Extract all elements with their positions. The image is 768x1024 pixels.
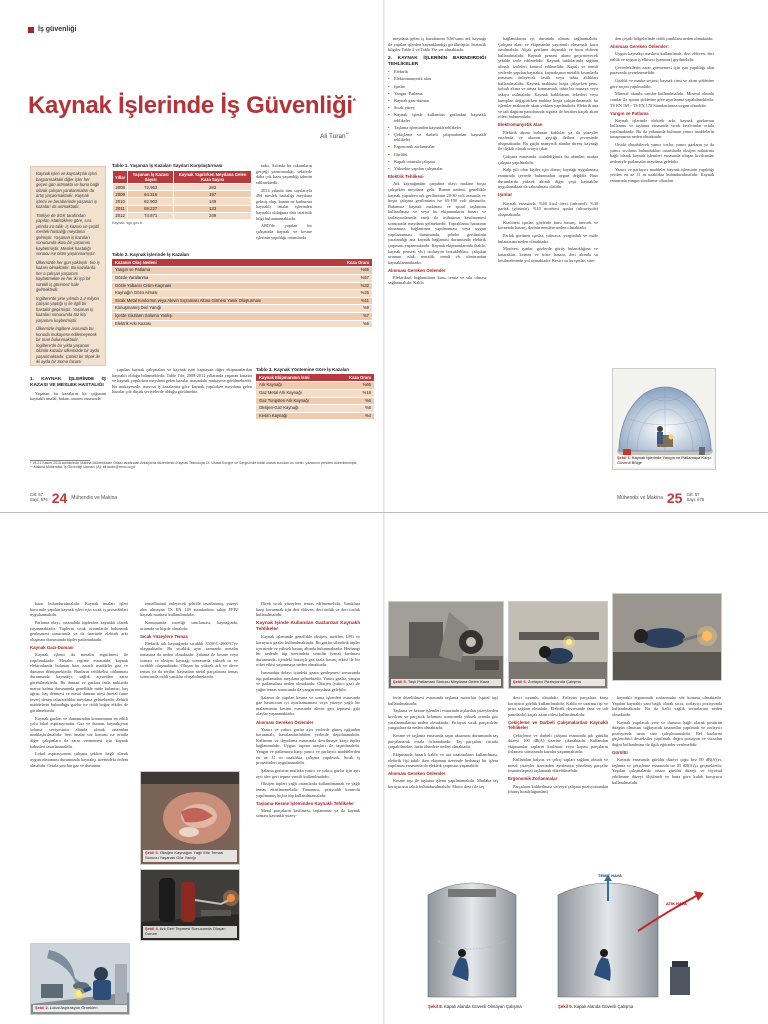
col4-p4: Kalp pili olan kişiler için direnç kaynağı uygulaması esnasında çevrede bulunmaları uygun değildir. Bazı durumlarda yüksek akımlı diğer çeşit kaynaklar uygulamaktan da sakınılması olabilir xyxy=(498,167,598,190)
col5-paragraph-1: Çevredekilerin zarar görmemesi için ışın yapıldığı alan paravanla çevrelenmelidir. xyxy=(610,64,714,76)
table1-cell: 72.963 xyxy=(128,184,174,191)
table1-cell: 2011 xyxy=(113,205,128,212)
b1-paragraphs xyxy=(30,601,128,642)
col5-paragraph-0: Uygun kaynakçı maskesi kullanılmalı, deri eldiven, deri önlük ve uygun iş elbisesi (yanmaz) giyilmelidir. xyxy=(610,51,714,62)
table1-cell: 69.227 xyxy=(128,205,174,212)
col4-p2: Elektrik akımı bulunan kablolar ya da yüzeyler etrafında ve akımın geçtiği iletken çevresinde oluşmaktadır. Bu güçlü manyetik alanlar direnç kaynağı ile ilişkili olarak ortaya çıkar. xyxy=(498,129,598,152)
table2-cell: %11 xyxy=(332,297,372,305)
table1-row xyxy=(113,212,252,219)
section-label-text: İş güvenliği xyxy=(38,26,77,33)
hazard-item: • Ergonomik zorlanmalar xyxy=(388,144,486,150)
footer-right-magazine: Mühendis ve Makina xyxy=(617,495,663,501)
bottom-column-6 xyxy=(612,695,722,865)
article-title-text: Kaynak İşlerinde İş Güvenliği xyxy=(28,92,353,119)
table2-caption: Tablo 2. Kaynak İşlerinde İş Kazaları xyxy=(112,252,190,257)
figure1-caption-text: Kaynak İşlerinde Yangın ve Patlamaya Karşı Güvenli Bölge xyxy=(617,455,711,466)
footnote-item: * 19-21 Kasım 2015 tarihlerinde Makina Mühendisleri Odası tarafından Antalya'da düzenlenen Kaynak Teknolojisi IX. Ulusal Kongre ve Sergisi'nde bildiri olarak sunulan bu metin, yazarının yeniden düzenlenmiştir. xyxy=(30,461,358,465)
table3-cell: Gaz Metal Ark Kaynağı xyxy=(256,390,334,398)
footer-right-vol: Cilt: 57 xyxy=(686,492,700,498)
figure6-caption-text: Zorlayıcı Pozisyonda Çalışma xyxy=(527,679,581,685)
figure1-safe-zone xyxy=(612,368,716,470)
table2-row xyxy=(112,312,372,320)
footnotes xyxy=(30,460,375,470)
subheading-rays: Işınlar xyxy=(498,192,513,198)
figure-8-9-confined-space xyxy=(408,871,722,1011)
table3-row xyxy=(256,390,374,398)
table1-source: Kaynak: sgk.gov.tr xyxy=(112,221,143,226)
figure6-caption-number: Şekil 6. xyxy=(513,679,527,685)
column-2-lower xyxy=(112,367,252,445)
figure3-burn xyxy=(140,771,240,865)
col4-p6: Kızılötesi ışınlar, gözlerde kuru basınç, mercek ve korneada basınç, derinin nemlere neden olmaktadır. xyxy=(498,219,598,231)
page-gutter xyxy=(383,0,385,512)
figure5-caption xyxy=(391,679,501,686)
abstract-paragraph-2: Ülkemizde her gün yaklaşık -tiro iş kazası olmaktadır. Bu kazalarda her a çalışan yaşamını kaybetmekte ve her iki işçi bir sürekli iş göremez hale gelmektedir. xyxy=(36,259,100,292)
bottom-column-1 xyxy=(30,601,128,946)
hazard-item: • Kaynak gazı-duması xyxy=(388,98,486,104)
b1-paragraphs-2 xyxy=(30,652,128,768)
table2-cell: Elektrik Arkı Kazası xyxy=(112,320,332,328)
footer-right-issue: Sayı: 676 xyxy=(686,497,705,502)
b1-fume-paragraph-1: Kaynak gazları ve dumanından korunmanın en etkili yolu lokal aspirasyondur. Gaz ve duman, kaynakçının soluma seviyesinin altında olmak ortamdan uzaklaştırılmalıdır. Seri imalat söz konusu ise ortalla diğer çalışanlara da zarar vermemesi için kaynak kabinleri tasarlanmalıdır. xyxy=(30,715,128,749)
table1-cell: 2009 xyxy=(113,191,128,198)
b6-p3: Kaynak esnasında gürültü düzeyi çoğu kez 80 dB(A)'yı, taşlama ve çekiçleme esnasında ise 85 dB(A)'yı geçmektedir. Yapılan çalışmalarda ortam gürültü düzeyi ve biyotsal etkilenme düzeyi ölçülmeli ve buna göre kulak koruyucu kullanılmalıdır. xyxy=(612,757,722,785)
b5-intro: devri uyumlu olmalıdır. Fırlayan parçalara karşı koruyucu gözlük kullanılmalıdır. Kablo ve uzatma fişi ve prizi sağlam olmalıdır. Elektrik devresinde (ana ve tali panolarda) kaçak akım rölesi kullanılmalıdır. xyxy=(508,695,608,717)
author-name: Ali Turan xyxy=(320,133,346,141)
figure5-disc-burst xyxy=(388,601,504,689)
b4-paragraph-2: Kesme ve taşlama esnasında taşın uksaması durumunda taş parçalanarak ortala fırlamaktadır. Taş parçaları vücuda çarpabilmekte, hatta ölümlere neden olmaktadır. xyxy=(388,732,498,750)
table1-block xyxy=(112,163,252,225)
figure7-illustration xyxy=(613,594,722,681)
table3-cell: %5 xyxy=(334,405,374,413)
column-2-upper xyxy=(256,163,312,253)
table2-cell: %25 xyxy=(332,290,372,298)
b3-paragraphs xyxy=(256,634,360,717)
table1-cell: 2012 xyxy=(113,212,128,219)
article-title xyxy=(28,92,356,120)
table1-row xyxy=(113,191,252,198)
col5-paragraphs xyxy=(610,51,714,108)
table1-cell: 197 xyxy=(174,191,252,198)
table3-cell: %18 xyxy=(334,390,374,398)
figure-8-9-illustration xyxy=(408,871,722,1011)
figure4-flashback xyxy=(140,869,240,941)
figure6-illustration xyxy=(509,602,608,689)
table2-cell: %9 xyxy=(332,305,372,313)
table1-cell: 2010 xyxy=(113,198,128,205)
hazard-item: • Çekiçleme ve darbeli çalışmalardan kaynaklı tehlikeler xyxy=(388,132,486,143)
figure4-caption-number: Şekil 4. xyxy=(145,926,159,932)
abstract-box xyxy=(30,166,106,366)
footnote-list xyxy=(30,461,375,470)
footer-left-vol: Cilt: 57 xyxy=(30,492,44,498)
figure7-grinding-posture xyxy=(612,593,722,681)
table1-body xyxy=(113,184,252,220)
b3-paragraphs-2 xyxy=(256,727,360,799)
subheading-hot-surface: Sıcak Yüzeylere Temas xyxy=(140,633,188,639)
hazard-item: • Kaynak işinde kullanılan gazlardan kaynaklı tehlikeler xyxy=(388,112,486,123)
col3-intro: meydana gelen iş kazalarının %66'sının ark kaynağı ile yapılan işlerden kaynaklandığı görülmüştür. İstatistik bilgiler Tablo 2 ve Tablo 3'te yer almaktadır. xyxy=(388,36,486,53)
b3-precaution-paragraph-2: Oksijen tüpleri yağlı ortamlarda kullanılmamalı ve yağlı temas ettirilmemelidir. Tamamısı, periyodik kontrolü yapılmamış hiçbir tüp kullanılmamalıdır. xyxy=(256,781,360,798)
footer-left-volume xyxy=(30,493,48,502)
table1-row xyxy=(113,205,252,212)
table1-cell: 149 xyxy=(174,198,252,205)
table2-row xyxy=(112,297,372,305)
table1-cell: 283 xyxy=(174,184,252,191)
subheading-precautions-rays: Alınması Gereken Önlemler: xyxy=(610,44,669,50)
figure5-caption-text: Taşlı Patlaması Sonucu Meydana Gelen Kaza xyxy=(407,679,490,685)
b2-paragraph: Elektrik ark kaynağında sıcaklık 3500°C-4000°C'ye ulaşmaktadır. Bu sıcaklık aynı zamanda metalin temasına da neden olmaktadır. Şalama ile kesme veya sonrası ve oksijen kaynağı sonrasında yüksek ısı ve sıcaklık oluşmaktadır. Oluşan bu yüksek ark ve aleve temas ya da sertlin, kaynattan metal parçalarına temas sonucunda ciddi yanıklar oluşabilmektedir. xyxy=(140,640,238,680)
b6-p1: kaynaklı ergonomik zorlanmalar söz konusu olmaktadır. Yapılan kaynaklı yani bağlı olarak sıcat, zorlayıcı pozisyonda kullanılmaktadır. Bu da fiziki sağlık sorunlarına neden olmaktadır. xyxy=(612,695,722,717)
b2-paragraph-1: Konumunda inceliği sınırlaması, kaynağında, ortamda ve kişide olmalıdır. xyxy=(140,619,238,631)
table2-row xyxy=(112,320,372,328)
table3-cell: Oksijen-Gaz Kaynağı xyxy=(256,405,334,413)
table2-row xyxy=(112,282,372,290)
bottom-column-2 xyxy=(140,601,238,771)
table3-row xyxy=(256,405,374,413)
b3-precaution-paragraph-1: Şalama gerisine mutlaka yanıcı ve yakıcı gazlar için ayrı ayrı alev geri tepme ventili kullanılmalıdır. xyxy=(256,768,360,779)
figure9-exhaust-label: ATIK HAVA xyxy=(666,901,687,906)
b1-paragraph-1: Parlama olayı, ortamdaki tüplerden kaynaklı olarak yaşanmaktadır. Tüplerin sıcak ortamlarda bulunarak genleşmesi sonucunda ya da üzerinde elektrik arkı oluşması durumunda tüpler patlamaktadır. xyxy=(30,619,128,642)
table2-cell: Yangın ve Patlama xyxy=(112,267,332,275)
table3-block xyxy=(256,367,374,420)
col2-lower-paragraph: yapılan kaynak çalışmaları ve kaynak işini kapsayan diğer ekipmanlardan kaynaklı olduğu bilinmektedir. Table 1'de, 2008-2012 yıllarında yaşanan kazalar ve kaynak yapılırken meydana gelen kazalar arasındaki mukayese görülmektedir. Bu mukayesede, mevcut iş kazalarına göre kaynak yapılırken meydana gelen kazalar çok düşük seviyelerde olduğu görülmekte. xyxy=(112,367,252,395)
table3-cell: Ark Kaynağı xyxy=(256,382,334,390)
table3-cell: Gaz Tungsten Ark Kaynağı xyxy=(256,397,334,405)
b1-fume-paragraph-2: Lokal aspirasyonun çalışma şekline bağlı olarak uygun olmaması durumunda kaynakçı üzerindeki önlem almalıdır. Ortala yayılan gaz ve dumanın xyxy=(30,751,128,768)
col4-p3: Çalışma esnasında «tahdidiğimiz bu alandan uzakta çalışma yapılmalıdır. xyxy=(498,154,598,165)
b1-paragraph-0: bazır bulundurulmalıdır. Kaynak imalatı işleri haricinde yapılan kaynak işleri için sıcak iş prosedürleri uygulanmalıdır. xyxy=(30,601,128,618)
figure2-caption-text: Lokal Aspirasyon Örnekleri xyxy=(49,1005,98,1011)
figure9-clean-air-label: TEMİZ HAVA xyxy=(598,873,622,878)
figure8-caption xyxy=(428,1004,522,1009)
table1-header-0: Yıllar xyxy=(113,171,128,184)
b4-paragraphs xyxy=(388,695,498,769)
table2-cell: %32 xyxy=(332,282,372,290)
table2-cell: Gözde Yaralanma xyxy=(112,275,332,283)
table2-cell: Sıcak Metal Kıvılcımın veya Alevin Sıçraması Altına Girmesi Yanık Oluşturması xyxy=(112,297,332,305)
table1-caption: Tablo 1. Yaşanan İş Kazaları Sayıları Karşılaştırması xyxy=(112,163,223,168)
heading-gases: Kaynak İşinde Kullanılan Gazlardan Kaynaklı Tehlikeler xyxy=(256,620,360,632)
figure4-caption-text: Ark Geri Tepmesi Sonucunda Oluşan Durum xyxy=(145,926,226,937)
b4-paragraph-1: Taşlama ve kesme işlemleri esnasında açılardan yüzeylerden kıvılcım ve parçacık fırlaması sonucunda yüksek oranda göz yaralanmalarına neden olmaktadır. Fırlayan sıcak parçacıklar yangınlara da neden olmaktadır. xyxy=(388,708,498,731)
table2-cell: %57 xyxy=(332,275,372,283)
table2-cell: Kaynağın Gözü Alması xyxy=(112,290,332,298)
page-gutter-2 xyxy=(383,513,385,1024)
table2-header-0: Kazanın Oluş Nedeni xyxy=(112,259,332,267)
table2-cell: İçerde Gazların Soluma Yanlışı xyxy=(112,312,332,320)
b5-final: Parçaların kaldırılması ve/veya çalışma pozisyonundan (duruş bozukluğundan) xyxy=(508,783,608,795)
author-line xyxy=(320,131,349,140)
table1-cell: 2008 xyxy=(113,184,128,191)
table1-cell: 62.903 xyxy=(128,198,174,205)
column-3-right xyxy=(388,36,486,486)
figure6-caption xyxy=(511,679,605,686)
col5-fire-paragraph-0: Kaynak işlerinde elektrik arkı, kaynak gazlarının kullanımı ve taşlama esnasında sıcak kıvılcımlar ortala yayılmaktadır. Bu da yakınında bulunan yanıcı maddelerin tutuşmasına neden olmaktadır. xyxy=(610,117,714,140)
heading-hammering: Çekiçleme ve Darbeli Çalışmalardan Kaynaklı Tehlikeler xyxy=(508,719,608,731)
b3-intro: Direk sıcak yüzeylere temas edilmemelidir. Yanıklara karşı korunmak için deri eldiven, deri önlük ve deri tozluk kullanılmalıdır. xyxy=(256,601,360,618)
b4-final: Kesme taşı ile taşlama işlemi yapılmamalıdır. Mutlaka taş koruyucusu takılı bulundurulmalıdır. Motor devri ile taş xyxy=(388,778,498,789)
table1-header-1: Yaşanan İş Kazası Sayısı xyxy=(128,171,174,184)
abstract-paragraph-0: Kaynak işleri ve kaynakçılık işleri başparmaktaki diğer işler her geçen gün artmakta ve buna bağlı olarak çalışan yaralanmaları da artış yaşanmaktadır. Kaynak işlemi ve beraberinde yaşanan iş kazaları da artmaktadır. xyxy=(36,171,100,209)
table1-header-row xyxy=(113,171,252,184)
subheading-gas-precautions: Alınması Gereken Önlemler xyxy=(256,719,314,725)
col3-precaution-paragraph: Elektriksel bağlantıların kuru, temiz ve sıkı olması sağlanmalıdır. Kablo xyxy=(388,274,486,286)
col5-paragraphs-2 xyxy=(610,118,714,184)
table2-cell: Konuşmamış Deri Yanığı xyxy=(112,305,332,313)
table3-row xyxy=(256,382,374,390)
col5-fire-paragraph-2: Yanıcı ve parlayıcı maddeler kaynak işleminin yapıldığı yerden en az 11 m uzaklıkta bulundurulmalıdır. Kaynak esnasında yangın söndürme cihazları xyxy=(610,166,714,183)
hazard-item: • Yüksekte yapılan çalışmalar xyxy=(388,166,486,172)
table2-row xyxy=(112,290,372,298)
hazard-item: • Işınlar xyxy=(388,84,486,90)
figure9-caption xyxy=(558,1004,633,1009)
hazard-item: • Elektromanyetik alan xyxy=(388,76,486,82)
table2-body xyxy=(112,267,372,328)
col4-p7: Parlak görünen ışınlar, yalnızca, yorgunluk ve mide bulantısına neden olmaktadır. xyxy=(498,232,598,244)
col5-intro: den çeşitli bölgelerinde ciddi yanıklara neden olmaktadır. xyxy=(615,36,714,41)
figure2-local-exhaust xyxy=(30,943,130,1015)
b3-paragraph-2: Şalama ile yapılan kesme ve sonra işlemleri esnasında gaz basıncının iyi ayarlanmaması veya yüzeye yağlı bir malzemenin kesimi esnasında alevin geri tepmesi gibi olaylar yaşanmaktadır. xyxy=(256,694,360,717)
bottom-column-3 xyxy=(256,601,360,1021)
spread-pages-26-27 xyxy=(0,512,768,1024)
figure3-caption-number: Şekil 3. xyxy=(145,850,159,856)
subheading-grinding-precautions: Alınması Gereken Önlemler xyxy=(388,771,446,777)
table1 xyxy=(112,170,252,220)
col5-fire-paragraph-1: Ortala oluşabilecek yanıcı tozlar, yanıcı gazların ya da yanıcı sıvıların bulundukları ortamlarda oksijen miktarına bağlı olarak kaynak işlemleri esnasında oluşan kıvılcımlar nedeniyle patlamalar meydana gelebilir. xyxy=(610,142,714,165)
table2-header-1: Kaza Oranı xyxy=(332,259,372,267)
subheading-precautions: Alınması Gereken Önlemler xyxy=(388,267,446,273)
footer-right-volume xyxy=(686,493,704,502)
hazard-item: • Sıcak yüzey xyxy=(388,105,486,111)
col5-paragraph-3: Mineral okunlu camlar kullanılmalıdır. Mineral okunlu camlar ile ışınım şiddetine göre ayarlanma yapabilmektedir. TS EN 169 - TS EN 170 Standartlarına uygun olmalıdır. xyxy=(610,91,714,108)
figure8-caption-text: Kapalı Alanda Güvenli Olmayan Çalışma xyxy=(444,1003,522,1009)
b3-paragraph-1: İsmmadan dolayı içindeki gazın genleşmesi sonucunda tüp patlamaları meydana gelmektedir. Yanıcı gazlar, yangın ve patlamalara neden olmaktadır. Oksijen (yakıcı gaz) ile yağın temas sonucunda da yangın meydana gelebilir. xyxy=(256,670,360,692)
b4-paragraph-3: Ekipmanda hasarlı kablo ve ara uzatmaların kullanılması, elektrik fişi takılı iken ekipman üzerinde herhangi bir işlem yapılması esnasında da elektrik çarpması yaşanabilir. xyxy=(388,751,498,769)
b2-paragraph-0: temellüsünü önleyecek şekilde tasarlanmış, yüzeyi alev almayan TS EN 149 standardına sahip FFP2 kaynak maskesi kullanılmalıdır. xyxy=(140,601,238,618)
title-footnote-mark: * xyxy=(352,97,356,106)
table3-cell: Kesim Kaynağı xyxy=(256,412,334,420)
abstract-paragraph-4: Ülkemizle İngiltere arasında bu konuda mukayese edilemeyecek bir oran bulunmaktadır. İngiltere'de bir yılda yaşanan ölümlü kazalar ülkemizde bir ayda yaşanmaktadır. Çünkü bir ölçek ile iki ayda bir Soma faciası xyxy=(36,326,100,364)
table2-row xyxy=(112,275,372,283)
figure2-caption xyxy=(33,1005,127,1012)
hazard-item: • Yangın -Patlama xyxy=(388,91,486,97)
hazard-list xyxy=(388,69,486,171)
table2-header-row xyxy=(112,259,372,267)
figure1-caption-number: Şekil 1. xyxy=(617,455,631,461)
hazard-item: • Kapalı ortamda çalışma xyxy=(388,159,486,165)
table3-cell: %6 xyxy=(334,397,374,405)
column-intro xyxy=(30,374,106,460)
b3-final: Metal parçaların kesilmesi, taşlanması ya da kaynak sonrası kaynaklı yüzey- xyxy=(256,807,360,819)
figure3-caption-text: Oksijen Kaynağını Yağlı Elle Temas Sonucu Yaşanan Göz Yanığı xyxy=(145,850,223,861)
figure1-caption xyxy=(615,455,713,467)
b5-paragraph-1: Kullanılan balyoz ve çekiç sapları sağlam olmalı ve metal yüzeyler üzerinden ayrılmaya yönelmiş parçalar (manterlaşma) taşlanarak düzeltilmelidir. xyxy=(508,757,608,774)
figure5-illustration xyxy=(389,602,504,689)
table1-cell: 249 xyxy=(174,212,252,219)
subheading-em-field: Elektromanyetik Alan xyxy=(498,122,543,128)
subheading-ergonomic: Ergonomik Zorlanmalar xyxy=(508,776,558,782)
figure4-caption xyxy=(143,926,237,938)
table1-header-2: Kaynak Yapılırken Meydana Gelen Kaza Sayısı xyxy=(174,171,252,184)
section-label xyxy=(28,26,77,33)
table3-row xyxy=(256,412,374,420)
col3-electric-paragraph: Ark kaynağından çarpılma olayı makine boşta çalışırken meydana gelir. Bunun nedeni, genellikle kaynak yaparken ark geriliminin 20-30 volt arasında ve boşta çalışma geriliminin ise 65-100 volt olmasıdır. Bakımsız kaynak makinası ve spiral taşlarının kullanılması ve veya bu ekipmanların hasarı ve izolasyonlarında eneji ile irtibatının kesilmemesi sonucunda meydana gelmektedir. Topraklama hatasının olmaması, bağlantının yapılmaması veya uygun yapılamaması durumunda, şebeke geriliminin yaralandığı ana kaynak bağlantısı durumunda elektrik çarpması yaşanmaktadır. Kaynak ekipmanlarında (kablo, kaynak pensesi vb.) izolasyon bozuklukları, çalışılan ortamın ıslak, metalik, nemli vb. olmasından kaynaklanmaktadır. xyxy=(388,181,486,265)
table3-row xyxy=(256,397,374,405)
table1-cell: 74.871 xyxy=(128,212,174,219)
table1-row xyxy=(113,184,252,191)
table3-body xyxy=(256,382,374,420)
table2-cell: %66 xyxy=(332,267,372,275)
abstract-paragraph-3: İngiltere'de yine yılında 1,4 milyon çalışan yaptığı iş ile ilgili bir hastalık geçirmiştir. Yaşanan iş kazaları sonucunda tüz kişi yaşamını kaybetmiştir. xyxy=(36,295,99,323)
hazard-item: • Elektrik xyxy=(388,69,486,75)
b3-paragraph-0: Kaynak işleminde genellikle oksijen, asetilen, LPG ve koruyucu gazlar kullanılmaktadır. Bu gazlar silindirik tüpler içerisinde ve yüksek basınç altında bulunmaktadır. Herhangi bir nedenle tüp üzerindeki ventilin (vana) kırılması durumunda, içindeki basınçlı gaz fazla basınç etkisi ile bir roket etkisi yaşanmaya neden olmaktadır. xyxy=(256,634,360,668)
subheading-grinding: Taşlama-Kesme İşleminden Kaynaklı Tehlikeler xyxy=(256,800,354,806)
section-square-icon xyxy=(28,27,34,33)
table2-cell: %7 xyxy=(332,312,372,320)
bottom-column-5 xyxy=(508,695,608,865)
table3-header-1: Kaza Oranı xyxy=(334,374,374,382)
table2-row xyxy=(112,267,372,275)
b1-fume-paragraph-0: Kaynak işlemi iki metalin ergitilmesi ile yapılmaktadır. Metalin ergime esnasında, kaynak elektrodunda bulunan bazı zararlı maddeler gaz ve dumana dönüşmektedir. Bunların tehlikelisi oldanması durumunda kaynakçı, sağlık açısından zarar görebilmektedir. Bu duman ve gazlara fazla miktarda maruz kalma durumunda genellikle mide bulantısı, baş ağrısı, baş dönmesi ve metal dumanı ateşi (metal fume fever) denen rahatsızlıklar meydana gelmektedir. Zehirli maddelerin bulunduğu gazlar ise ciddi boğaz etkiler de görülmektedir. xyxy=(30,651,128,713)
figure5-caption-number: Şekil 5. xyxy=(393,679,407,685)
hazard-item: • Taşlama işleminden kaynaklı tehlikeler xyxy=(388,125,486,131)
figure3-caption xyxy=(143,850,237,862)
subheading-noise: Gürültü xyxy=(612,750,628,756)
page-number-right: 25 xyxy=(666,490,683,506)
figure8-caption-number: Şekil 8. xyxy=(428,1003,443,1009)
col4-p8: Morötesi ışınlar, gözlerde görüş bulanıklığına ve kataraktın, kornea ve iriste hasara, deri altında su kesilmelerinde yol açmaktadır. Kesici su bu ışınlar, süre- xyxy=(498,246,598,263)
figure6-awkward-posture xyxy=(508,601,608,689)
figure9-caption-text: Kapalı Alanda Güvenli Çalışma xyxy=(574,1003,634,1009)
table2-row xyxy=(112,305,372,313)
col2-paragraph-2: ABD'de yapılan bir çalışmada kaynak ve kesme işlerinin yapıldığı ortamlarda xyxy=(256,223,312,240)
b5-paragraph-0: Çekiçleme ve darbeli çalışma esnasında pik gürültü düzeyi 100 dB(A) üzerine çıkmaktadır. Kullanılan ekipmanlar sapların kırılması veya kopan parçaların fırlaması sonucunda kazalar yaşanmaktadır. xyxy=(508,732,608,755)
footer-right xyxy=(617,490,704,506)
hazard-item: • Gürültü xyxy=(388,152,486,158)
table2-block xyxy=(112,252,372,328)
col4-p1: bağlantılarını iyi durumda olması sağlanmalıdır. Çalışma alanı ve ekipmanlar yayınımlı olmamalı, kuru tutulmalıdır. Alçak gerilime dayanıklı ve kuru eldiven kullanılmalıdır. Kaynak pensesi akımı geçirmeyecek şekilde izole edilmelidir. Kaynak tablolarında sağlam olmalı, izoleleri kontrol edilmelidir. Kapalı ve nemli yerlerde yapılan kaynakta, kaynakçının metalik kısımlarla temasını önleyecek lastik veya tahta altlıkları kullanılmalıdır. Kaynak makinası boşta çalışırken pens, koltuk altına ve omza konmamalı, tahta bir masaya veya askıya asılmalıdır. Kaynak kablolarını tekerleri veya kumpları değiştirirken makine boşta çalıştırılmamalı, bu işlemler makinede akım yokken yapılmalıdır. Elektrik ana ve tali dağıtım panolarında sigorta ile beraber kaçak akım rölesi bulunmalıdır. xyxy=(498,36,598,120)
heading-accidents: 1. KAYNAK İŞLERİNDE İŞ KAZASI VE MESLEK HASTALIĞI xyxy=(30,377,106,388)
table3-header-row xyxy=(256,374,374,382)
b6-p2: Kaynak yapılacak yere ve duruma bağlı olarak postürün düzgün olmasını sağlayacak tasarımlar yapılmalı ve zorlayıcı pozisyonda uzun süre çalışılmamalıdır. Bel kazlarını güçlendirici desteksiler yapılmalı, doğru postayon ve vücudun doğru kullanılması ile ilgili eğitimler verilmelidir. xyxy=(612,719,722,747)
bottom-column-4 xyxy=(388,695,498,865)
footer-left-magazine: Mühendis ve Makina xyxy=(71,495,118,501)
figure2-caption-number: Şekil 2. xyxy=(35,1005,49,1011)
table2-cell: %6 xyxy=(332,320,372,328)
subheading-fire: Yangın ve Patlama xyxy=(610,110,649,116)
table1-cell: 123 xyxy=(174,205,252,212)
table1-row xyxy=(113,198,252,205)
b2-paragraphs xyxy=(140,601,238,631)
b4-paragraph-0: lerin düzeltilmesi esnasında taşlama motorları (spiral taş) kullanılmaktadır. xyxy=(388,695,498,706)
col5-paragraph-2: Gözlük ve maske seçimi; kaynak cinsi ve akım şiddetine göre seçim yapılmalıdır. xyxy=(610,77,714,89)
abstract-paragraph-1: Türkiye de SGK tarafından yapılan istatistiklere göre, sıra yılında iro-talik- iş kazası ve çeşitli meslek hastalığı meydana gelmiştir. Yaşanan iş kazaları sonucunda iküsı bir yaşamını kaybetmiştir. Meslek hastalığı sonucu ise ölüm yaşanmamıştır. xyxy=(36,212,100,256)
subheading-electric: Elektrik Tehlikesi xyxy=(388,174,424,180)
footer-left-issue: Sayı: 676 xyxy=(30,497,48,502)
b3-precaution-paragraph-0: Yanıcı ve yakıcı gazlar ayrı yerlerde güneş ışığından korunmalı, havalandırılabilen yerlerde depolanmalıdır. Kullanım ve depolama esnasında devrilmeye karşı tüpler bağlanmalıdır. Uygun taşıma araçları ile taşınılmalıdır. Yangın ve patlamaya karşı yanıcı ve parlayıcı maddelerden en az 11 m uzaklıkta çalışma yapılmalı. Sıcak iş prosedürleri uygulanmalıdır. xyxy=(256,726,360,766)
figure9-caption-number: Şekil 9. xyxy=(558,1003,573,1009)
table3-cell: %66 xyxy=(334,382,374,390)
col2-paragraph-1: 2014 yılında tüm sayılarıyla 494 meslek hastalığı meydana gelmiş olup, bunun ne kadarının kaynaklı imalat işlerinden kaynaklı olduğuna dair istatistik bilgi bulunmamaktadır. xyxy=(256,187,312,221)
heading-hazards: 2. KAYNAK İŞLERİNİN BARINDIRDIĞI TEHLİKELER xyxy=(388,55,486,67)
table1-cell: 64.316 xyxy=(128,191,174,198)
intro-paragraph: Yaşanan bu kazaların bir çoğunun kaynaklı imalat, bakım onarım esnasında xyxy=(30,390,106,402)
subheading-welding-fume: Kaynak Gazı-Duması xyxy=(30,644,74,650)
table3-header-0: Kaynak Ekipmanının İsmi xyxy=(256,374,334,382)
table3-cell: %4 xyxy=(334,412,374,420)
col4-p5: Kaynak esnasında, %60 kızıl ötesi (infrared), %30 parlak (görünür), %10 morötesi ışınlar (ultraviyole) oluşmaktadır. xyxy=(498,200,598,217)
column-5-right xyxy=(610,36,714,376)
footnote-item: ** Makina Mühendisi, İş Güvenliği Uzmanı (A); ali.turan@mmo.org.tr xyxy=(30,465,136,470)
author-footnote-mark: ** xyxy=(345,131,349,136)
table2-cell: Gözle Yabancı Cisim Kaçması xyxy=(112,282,332,290)
column-4-right xyxy=(498,36,598,486)
table2 xyxy=(112,259,372,328)
page-number-left: 24 xyxy=(51,490,68,506)
table3 xyxy=(256,374,374,420)
col2-paragraph-0: tadır. Aslında bu rakamların gerçeği yansıtmadığı, sektörde daha çok kaza yaşandığı tahmin edilmektedir. xyxy=(256,163,312,185)
b5-paragraphs xyxy=(508,733,608,774)
footer-left xyxy=(30,490,117,506)
table3-caption: Tablo 3. Kaynak Yöntemine Göre İş Kazaları xyxy=(256,367,350,372)
